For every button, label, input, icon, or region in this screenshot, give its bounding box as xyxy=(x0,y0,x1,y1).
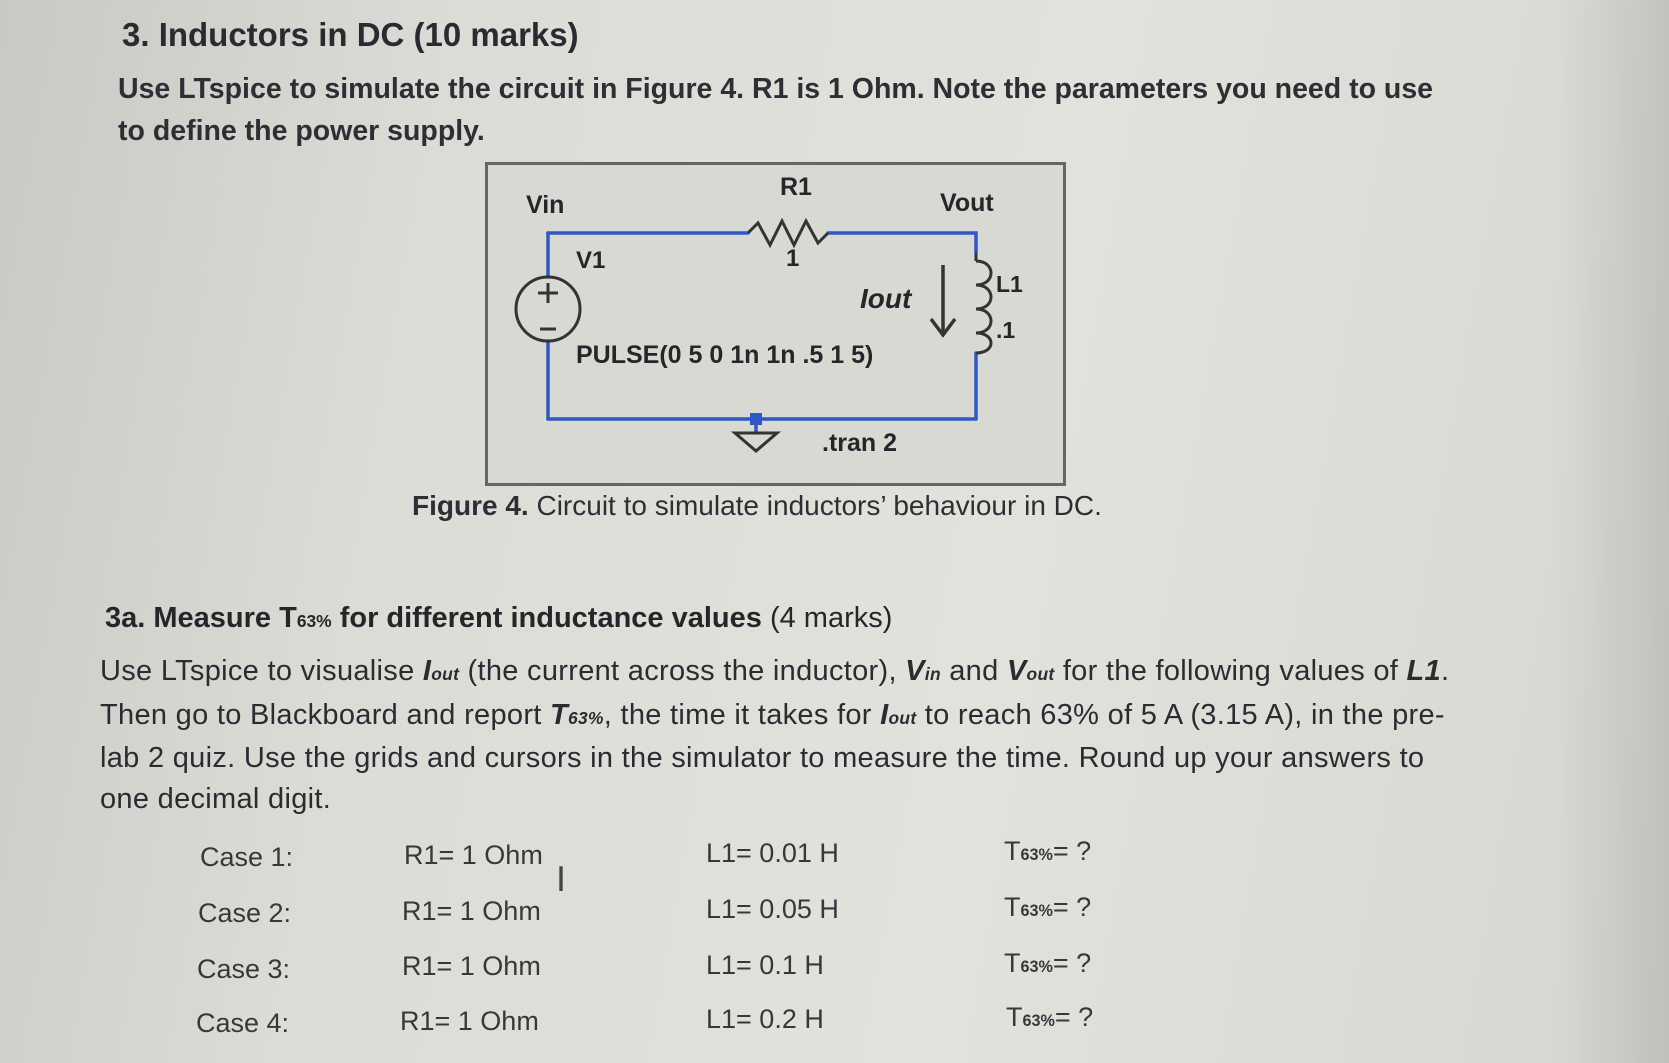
t63-subscript: 63% xyxy=(1020,958,1053,976)
case-t63 xyxy=(1004,948,1091,979)
label-iout: Iout xyxy=(860,283,912,314)
instructions-paragraph xyxy=(100,651,1470,819)
current-arrow xyxy=(931,265,955,335)
caption-label: Figure 4. xyxy=(412,490,529,521)
label-l1: L1 xyxy=(996,271,1023,297)
caption-text: Circuit to simulate inductors’ behaviour in DC. xyxy=(528,490,1102,521)
case-label: Case 4: xyxy=(196,1008,290,1038)
iout-subscript: out xyxy=(431,664,460,684)
para-text: . Then go to Blackboard and report xyxy=(100,655,1450,731)
case-l1: L1= 0.05 H xyxy=(706,894,839,924)
sub-marks: (4 marks) xyxy=(761,602,893,634)
wire-top-right xyxy=(828,233,976,253)
label-vout: Vout xyxy=(940,189,994,217)
text-cursor-icon: I xyxy=(556,860,567,900)
t63-answer: = ? xyxy=(1052,836,1092,866)
t63-answer: = ? xyxy=(1054,1002,1094,1032)
circuit-figure xyxy=(485,162,1066,486)
iout-symbol: I xyxy=(422,655,432,687)
t63-subscript: 63% xyxy=(1020,902,1053,920)
label-r1-value: 1 xyxy=(786,245,800,272)
para-text: Use LTspice to visualise xyxy=(100,655,423,687)
t63-symbol: T xyxy=(1006,1002,1023,1032)
case-r1: R1= 1 Ohm xyxy=(400,1006,539,1036)
para-text: , the time it takes for xyxy=(603,698,881,731)
iout-subscript: out xyxy=(888,707,917,728)
label-r1: R1 xyxy=(780,173,812,201)
t63-symbol: T xyxy=(1004,836,1021,866)
label-l1-value: .1 xyxy=(996,317,1016,343)
label-vin: Vin xyxy=(526,191,565,219)
label-v1: V1 xyxy=(576,247,606,274)
t63-answer: = ? xyxy=(1052,892,1092,922)
case-l1: L1= 0.1 H xyxy=(706,950,824,980)
case-t63 xyxy=(1004,836,1091,867)
section-heading: 3. Inductors in DC (10 marks) xyxy=(122,16,579,53)
vout-symbol: V xyxy=(1006,655,1027,687)
case-label: Case 2: xyxy=(198,898,292,928)
label-pulse: PULSE(0 5 0 1n 1n .5 1 5) xyxy=(576,341,874,369)
case-t63 xyxy=(1004,892,1091,923)
t63-symbol: T xyxy=(1004,892,1021,922)
subsection-title xyxy=(105,602,892,635)
case-t63 xyxy=(1006,1002,1093,1033)
resistor-symbol xyxy=(748,221,828,245)
sub-title-b: for different inductance values xyxy=(331,602,762,634)
case-l1: L1= 0.2 H xyxy=(706,1004,824,1034)
figure-caption xyxy=(412,490,1102,522)
case-l1: L1= 0.01 H xyxy=(706,838,839,868)
t63-symbol: T xyxy=(550,698,569,731)
para-text: for the following values of xyxy=(1054,655,1407,687)
ground-symbol xyxy=(735,433,777,451)
t63-subscript: 63% xyxy=(568,707,604,728)
para-text: to reach 63% of 5 A (3.15 A), in the pre-lab 2 quiz. Use the grids and cursors in the simulator to measure the time. Round up your answers to one decimal digit. xyxy=(100,698,1445,815)
t63-subscript: 63% xyxy=(1022,1012,1055,1030)
inductor-symbol xyxy=(976,253,991,353)
ground-node xyxy=(750,413,762,425)
vin-subscript: in xyxy=(924,664,941,684)
case-r1: R1= 1 Ohm xyxy=(402,896,541,926)
intro-paragraph: Use LTspice to simulate the circuit in Figure 4. R1 is 1 Ohm. Note the parameters you need to use to define the power supply. xyxy=(118,73,1434,147)
para-text: and xyxy=(940,655,1007,687)
case-label: Case 3: xyxy=(197,954,291,984)
t63-subscript: 63% xyxy=(1020,846,1053,864)
t63-answer: = ? xyxy=(1052,948,1092,978)
vin-symbol: V xyxy=(905,655,925,687)
page-edge-shadow xyxy=(1555,0,1669,1063)
case-r1: R1= 1 Ohm xyxy=(402,951,541,981)
voltage-source-symbol xyxy=(516,277,580,341)
vout-subscript: out xyxy=(1026,664,1055,684)
t63-symbol: T xyxy=(1004,948,1021,978)
sub-title-sub: 63% xyxy=(296,611,332,631)
para-text: (the current across the inductor), xyxy=(459,655,906,687)
label-tran: .tran 2 xyxy=(822,429,898,457)
iout-symbol: I xyxy=(880,698,889,731)
case-r1: R1= 1 Ohm xyxy=(404,840,543,870)
l1-symbol: L1 xyxy=(1406,655,1441,687)
sub-title-a: 3a. Measure T xyxy=(105,602,297,634)
case-label: Case 1: xyxy=(200,842,294,872)
